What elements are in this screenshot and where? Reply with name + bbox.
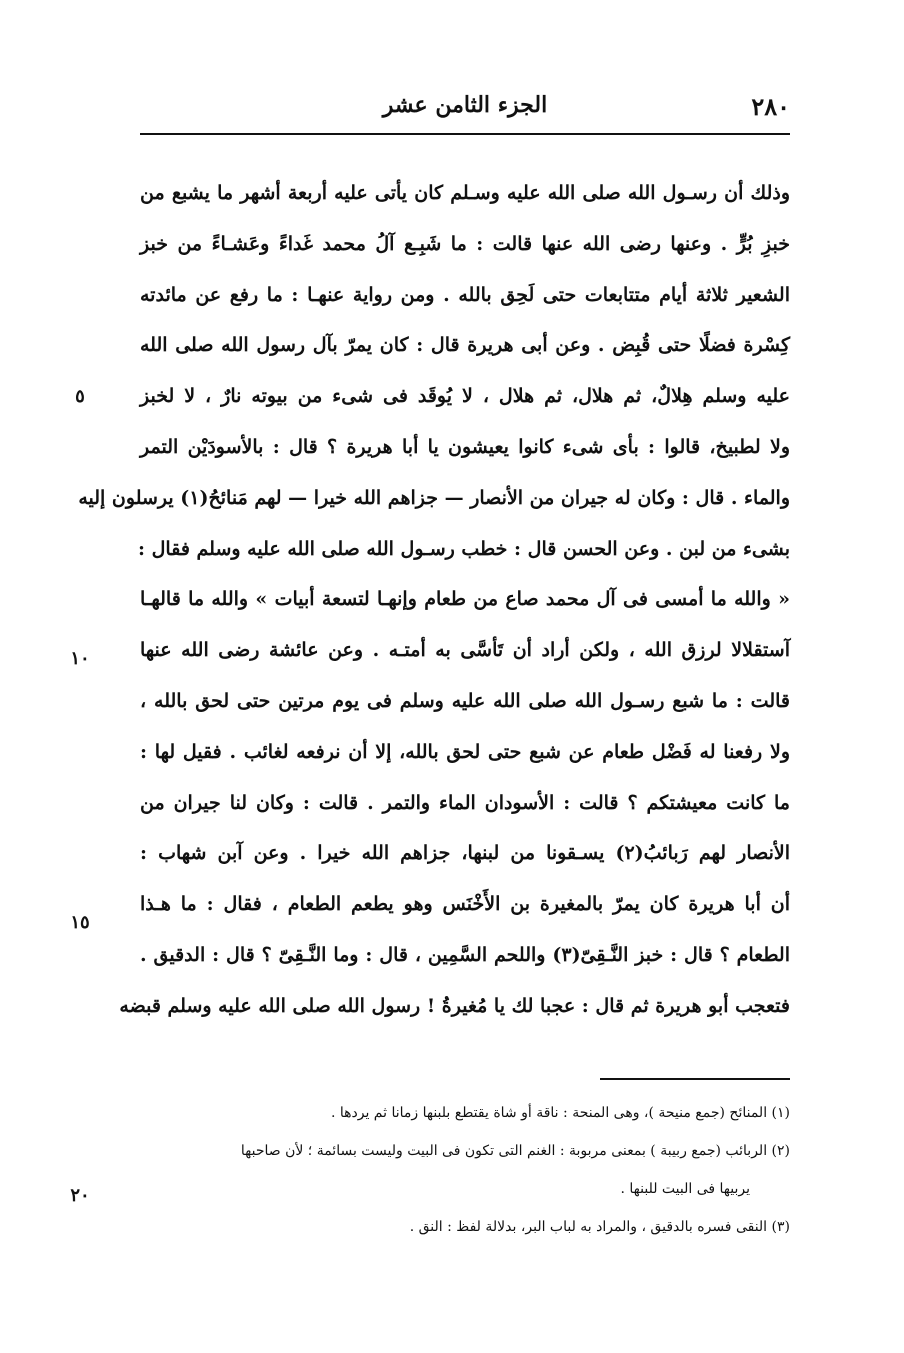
- text-line: قالت : ما شبع رسـول الله صلى الله عليه وسلم فى يوم مرتين حتى لحق بالله ،: [140, 689, 790, 712]
- line-number-20: ٢٠: [70, 1185, 90, 1206]
- text-line: والماء . قال : وكان له جيران من الأنصار — جزاهم الله خيرا — لهم مَنائحُ(١) يرسلون إليه: [78, 486, 790, 509]
- line-number-10: ١٠: [70, 648, 90, 669]
- text-line: عليه وسلم هِلالٌ، ثم هلال، ثم هلال ، لا يُوقَد فى شىء من بيوته نارٌ ، لا لخبز: [140, 385, 790, 408]
- footnote-3: (٣) النقى فسره بالدقيق ، والمراد به لباب البر، بدلالة لفظ : النق .: [409, 1219, 790, 1235]
- footnote-2: (٢) الربائب (جمع ربيبة ) بمعنى مربوبة : الغنم التى تكون فى البيت وليست بسائمة ؛ لأن صاحبها: [240, 1143, 790, 1159]
- footnote-2-continuation: يربيها فى البيت للبنها .: [620, 1181, 750, 1197]
- line-number-15: ١٥: [70, 912, 90, 933]
- footnote-1: (١) المنائح (جمع منيحة )، وهى المنحة : ناقة أو شاة يقتطع بلبنها زمانا ثم يردها .: [330, 1105, 790, 1121]
- text-line: الطعام ؟ قال : خبز النَّـقِىّ(٣) واللحم السَّمِين ، قال : وما النَّـقِىّ ؟ قال : الدقيق .: [140, 943, 790, 966]
- text-line: الأنصار لهم رَبائبُ(٢) يسـقونا من لبنها، جزاهم الله خيرا . وعن آبن شهاب :: [140, 842, 790, 865]
- running-title: الجزء الثامن عشر: [382, 92, 548, 118]
- text-line: الشعير ثلاثة أيام متتابعات حتى لَحِق بالله . ومن رواية عنهـا : ما رفع عن مائدته: [140, 283, 790, 306]
- page-number: ٢٨٠: [751, 92, 790, 121]
- text-line: آستقلالا لرزق الله ، ولكن أراد أن تَأسَّى به أمتـه . وعن عائشة رضى الله عنها: [140, 639, 790, 662]
- text-line: فتعجب أبو هريرة ثم قال : عجبا لك يا مُغيرةُ ! رسول الله صلى الله عليه وسلم قبضه: [119, 994, 790, 1017]
- text-line: أن أبا هريرة كان يمرّ بالمغيرة بن الأَخْنَس وهو يطعم الطعام ، فقال : ما هـذا: [140, 893, 790, 916]
- text-line: بشىء من لبن . وعن الحسن قال : خطب رسـول الله صلى الله عليه وسلم فقال :: [138, 537, 790, 560]
- page-header: [140, 92, 790, 128]
- footnotes: [140, 1094, 790, 1246]
- text-line: خبزِ بُرٍّ . وعنها رضى الله عنها قالت : ما شَبِـع آلُ محمد غَداءً وعَشـاءً من خبز: [140, 232, 790, 255]
- text-line: « والله ما أمسى فى آل محمد صاع من طعام وإنهـا لتسعة أبيات » والله ما قالهـا: [140, 588, 790, 611]
- text-line: ولا رفعنا له فَضْل طعام عن شبع حتى لحق بالله، إلا أن نرفعه لغائب . فقيل لها :: [140, 740, 790, 763]
- text-line: كِسْرة فضلًا حتى قُبِض . وعن أبى هريرة قال : كان يمرّ بآل رسول الله صلى الله: [140, 334, 790, 357]
- text-line: ما كانت معيشتكم ؟ قالت : الأسودان الماء والتمر . قالت : وكان لنا جيران من: [140, 791, 790, 814]
- text-line: وذلك أن رسـول الله صلى الله عليه وسـلم كان يأتى عليه أربعة أشهر ما يشبع من: [140, 182, 790, 204]
- footnote-rule: [600, 1078, 790, 1080]
- line-number-5: ٥: [75, 386, 85, 407]
- header-rule: [140, 133, 790, 135]
- text-line: ولا لطبيخ، قالوا : بأى شىء كانوا يعيشون يا أبا هريرة ؟ قال : بالأسودَيْن التمر: [140, 435, 790, 458]
